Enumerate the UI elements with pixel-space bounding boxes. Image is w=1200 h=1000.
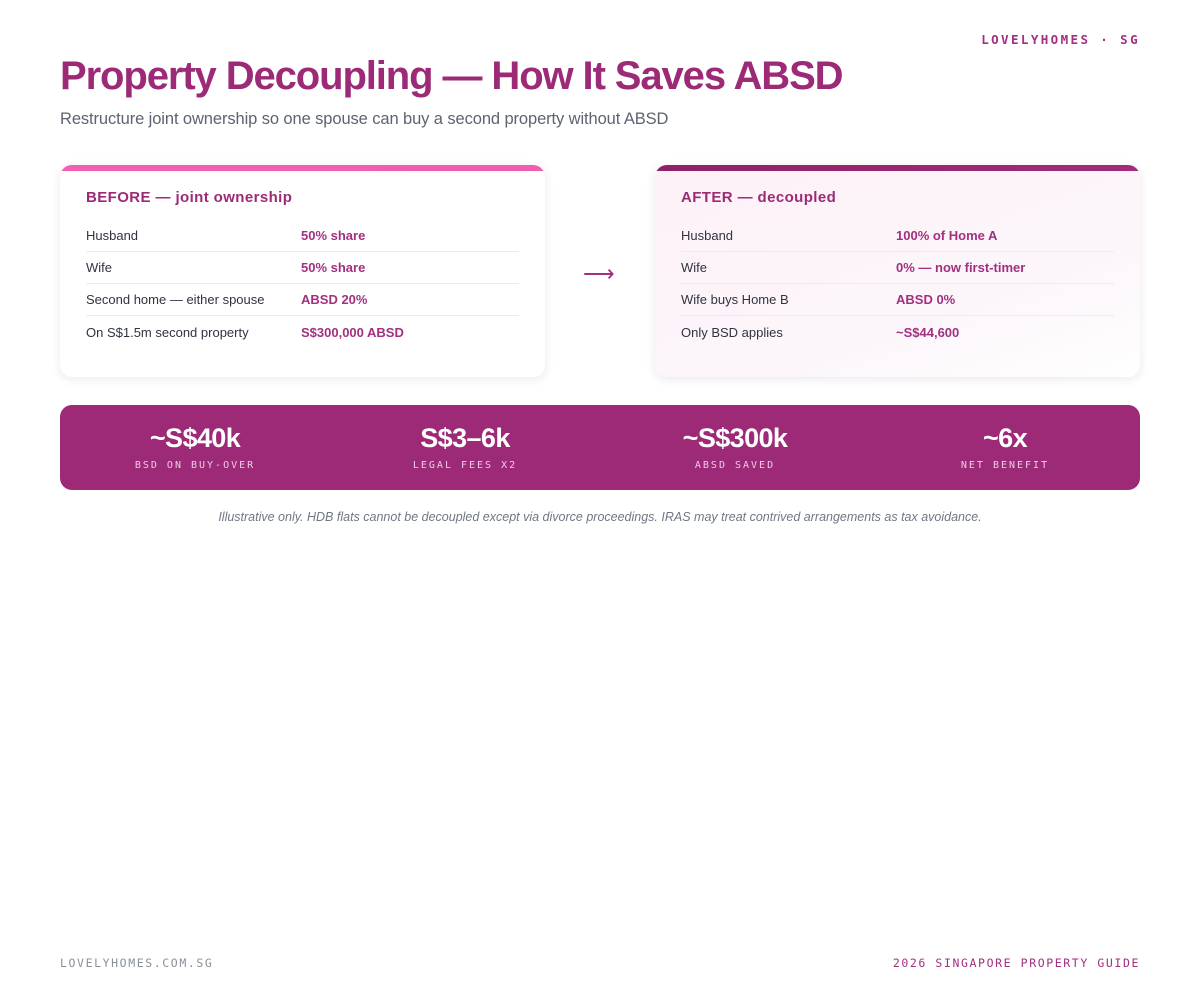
footer-guide-label: 2026 SINGAPORE PROPERTY GUIDE	[892, 956, 1140, 970]
row-label: Wife	[681, 260, 707, 275]
stat-caption: ABSD SAVED	[694, 459, 776, 471]
row-value: 0% — now first-timer	[896, 260, 1026, 275]
transition-arrow-icon: ⟶	[583, 261, 615, 286]
stat-item	[60, 424, 330, 470]
page-subtitle: Restructure joint ownership so one spouse can buy a second property without ABSD	[60, 110, 669, 128]
row-label: Wife buys Home B	[681, 292, 789, 307]
table-row	[86, 316, 519, 348]
card-before-heading: BEFORE — joint ownership	[86, 189, 293, 206]
stat-number: ~S$40k	[149, 423, 241, 454]
row-label: On S$1.5m second property	[86, 324, 249, 340]
table-row	[86, 220, 519, 252]
row-label: Only BSD applies	[681, 324, 783, 340]
row-value: ~S$44,600	[896, 324, 960, 340]
table-row	[86, 284, 519, 316]
row-label: Husband	[86, 228, 139, 243]
page-title: Property Decoupling — How It Saves ABSD	[60, 54, 843, 98]
stat-caption: NET BENEFIT	[960, 459, 1050, 471]
stat-number: ~6x	[983, 423, 1027, 454]
table-row	[681, 220, 1114, 252]
row-value: ABSD 20%	[301, 292, 368, 307]
table-row	[86, 252, 519, 284]
footer-website: LOVELYHOMES.COM.SG	[60, 956, 214, 970]
row-value: ABSD 0%	[896, 292, 956, 307]
table-row	[681, 316, 1114, 348]
row-value: 100% of Home A	[896, 228, 998, 243]
card-accent-bar	[60, 165, 545, 171]
stat-number: ~S$300k	[682, 423, 788, 454]
stat-item	[870, 424, 1140, 470]
table-row	[681, 252, 1114, 284]
brand-tag: LOVELYHOMES · SG	[981, 32, 1140, 47]
row-label: Husband	[681, 228, 734, 243]
row-label: Wife	[86, 260, 112, 275]
row-value: 50% share	[301, 260, 366, 275]
row-value: S$300,000 ABSD	[301, 324, 404, 340]
stat-number: S$3–6k	[420, 423, 510, 454]
stat-item	[330, 424, 600, 470]
row-value: 50% share	[301, 228, 366, 243]
stat-item	[600, 424, 870, 470]
card-before	[60, 165, 545, 377]
disclaimer-note: Illustrative only. HDB flats cannot be decoupled except via divorce proceedings. IRAS may treat contrived arrangements as tax avoidance.	[218, 510, 982, 524]
card-after-heading: AFTER — decoupled	[681, 189, 837, 206]
stat-caption: BSD ON BUY-OVER	[134, 459, 256, 471]
table-row	[681, 284, 1114, 316]
card-after	[655, 165, 1140, 377]
stat-caption: LEGAL FEES X2	[412, 459, 518, 471]
row-label: Second home — either spouse	[86, 292, 265, 307]
stats-band	[60, 405, 1140, 490]
card-accent-bar	[655, 165, 1140, 171]
